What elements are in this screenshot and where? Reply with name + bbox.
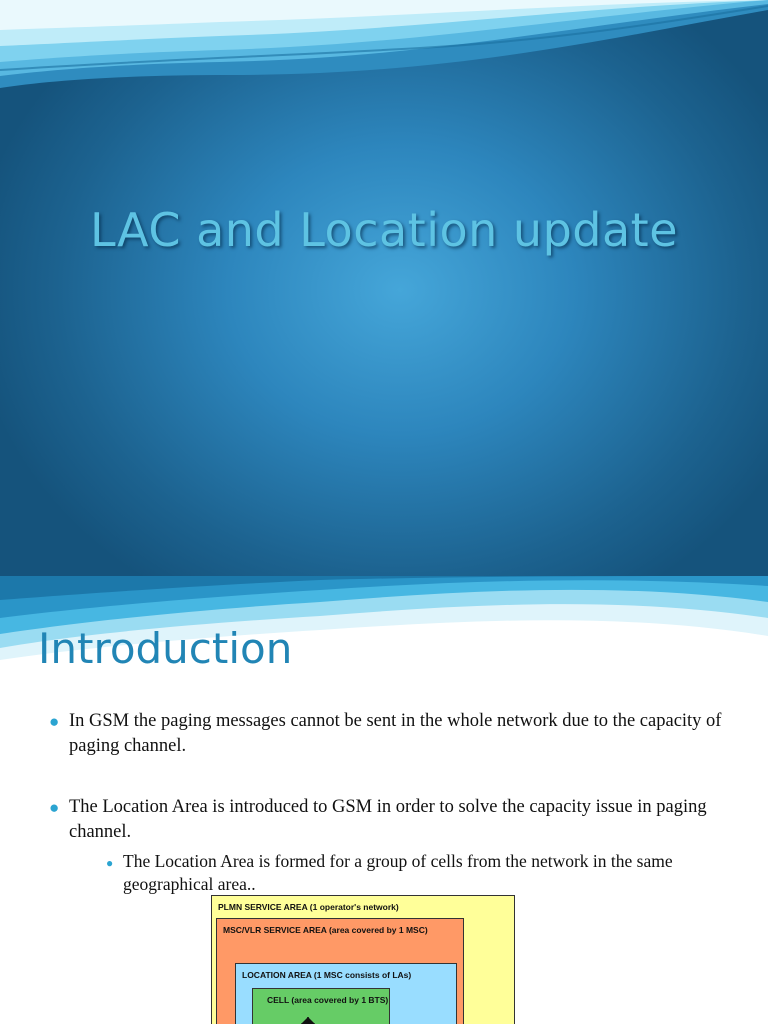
plmn-label: PLMN SERVICE AREA (1 operator's network) <box>218 902 399 912</box>
location-area <box>235 963 457 1024</box>
bullet-dot-icon: ● <box>49 798 60 817</box>
cell-area <box>252 988 390 1024</box>
bts-antenna-icon <box>297 1011 319 1024</box>
sub-bullet-item <box>106 850 743 896</box>
slide-title: LAC and Location update <box>89 203 678 257</box>
content-slide <box>0 576 768 1024</box>
bullet-dot-icon: ● <box>49 712 60 731</box>
bullet-item <box>49 795 739 845</box>
bullet-dot-icon: ● <box>106 856 114 870</box>
location-area-diagram <box>211 895 515 1024</box>
cell-label: CELL (area covered by 1 BTS) <box>267 995 389 1005</box>
location-area-label: LOCATION AREA (1 MSC consists of LAs) <box>242 970 412 980</box>
bullet-item <box>49 709 739 759</box>
wave-decoration <box>0 0 768 110</box>
msc-vlr-service-area <box>216 918 464 1024</box>
sub-bullet-text: The Location Area is formed for a group of cells from the network in the same geographical area.. <box>123 851 673 894</box>
plmn-service-area <box>211 895 515 1024</box>
slide-title: Introduction <box>38 624 293 673</box>
bullet-text: The Location Area is introduced to GSM in order to solve the capacity issue in paging channel. <box>69 797 707 842</box>
bullet-text: In GSM the paging messages cannot be sent in the whole network due to the capacity of paging channel. <box>69 711 722 756</box>
msc-label: MSC/VLR SERVICE AREA (area covered by 1 MSC) <box>223 925 428 935</box>
